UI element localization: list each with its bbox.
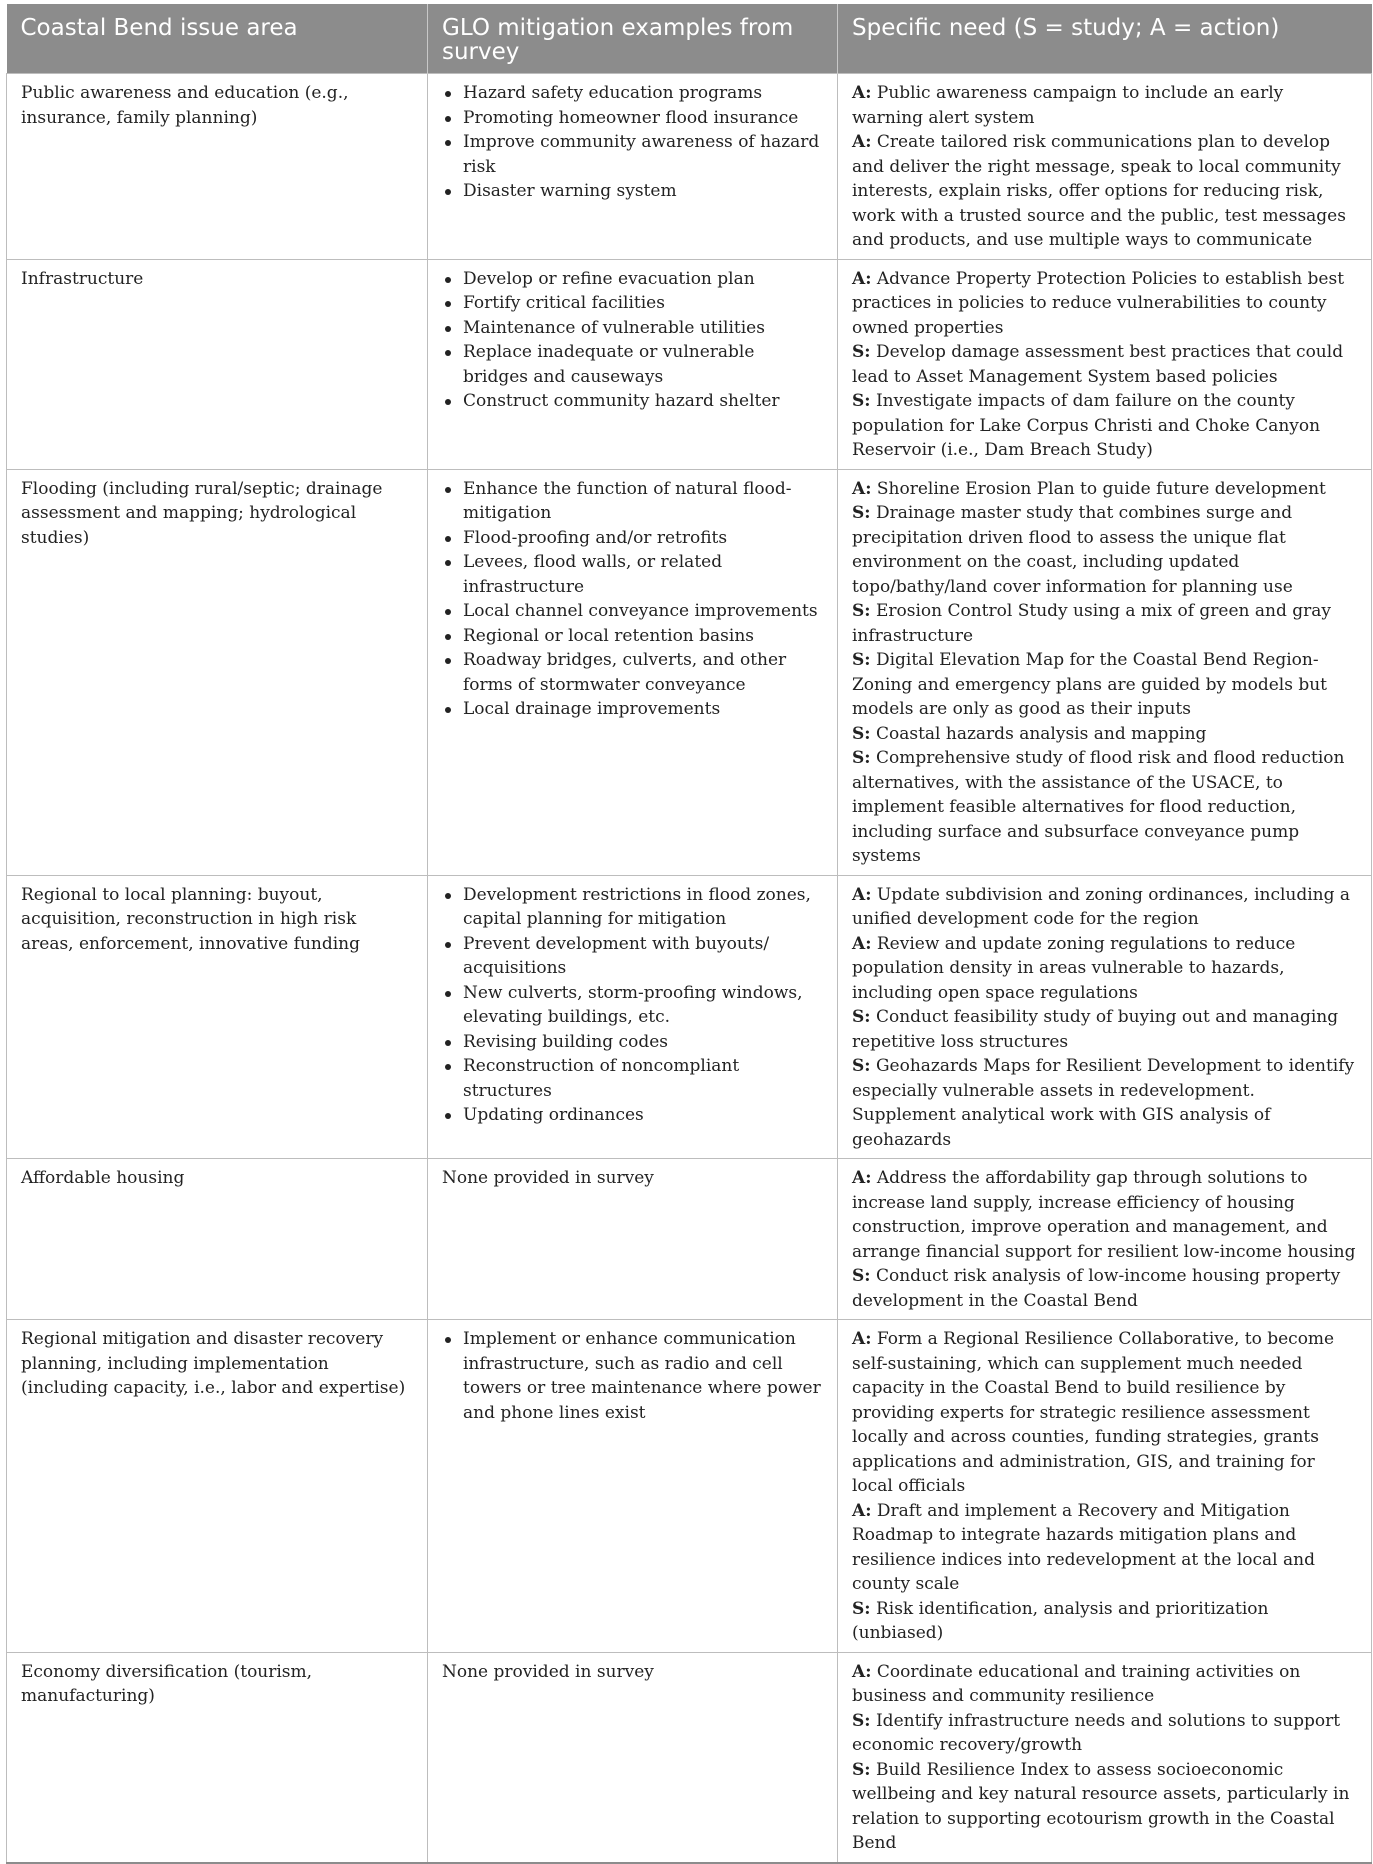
need-text: Comprehensive study of flood risk and flood reduction alternatives, with the assistance of the USACE, to implement feasible alternatives for flood reduction, including surface and subsurface conveyance pump systems	[852, 748, 1345, 866]
need-item	[852, 648, 1357, 722]
list-item: Maintenance of vulnerable utilities	[442, 316, 823, 341]
need-type-tag: S:	[852, 1710, 871, 1731]
list-item: Roadway bridges, culverts, and other forms of stormwater conveyance	[442, 648, 823, 697]
need-text: Digital Elevation Map for the Coastal Bend Region-Zoning and emergency plans are guided by models but models are only as good as their inputs	[852, 650, 1327, 719]
need-type-tag: A:	[852, 1329, 872, 1349]
need-item	[852, 1264, 1357, 1313]
need-text: Coastal hazards analysis and mapping	[875, 723, 1207, 744]
specific-need-cell	[838, 1320, 1372, 1653]
need-item	[852, 599, 1357, 648]
list-item: Revising building codes	[442, 1030, 823, 1055]
issue-area-cell: Regional mitigation and disaster recovery planning, including implementation (including capacity, i.e., labor and expertise)	[7, 1320, 428, 1653]
list-item: Levees, flood walls, or related infrastructure	[442, 550, 823, 599]
need-type-tag: A:	[852, 1168, 872, 1188]
issue-area-cell: Flooding (including rural/septic; drainage assessment and mapping; hydrological studies)	[7, 469, 428, 875]
need-text: Advance Property Protection Policies to establish best practices in policies to reduce vulnerabilities to county owned properties	[852, 268, 1345, 338]
need-text: Coordinate educational and training activities on business and community resilience	[852, 1661, 1301, 1706]
need-item	[852, 1597, 1357, 1646]
examples-list	[442, 81, 823, 204]
list-item: Updating ordinances	[442, 1103, 823, 1128]
table-body	[7, 74, 1372, 1863]
list-item: Fortify critical facilities	[442, 291, 823, 316]
need-item	[852, 722, 1357, 747]
list-item: Reconstruction of noncompliant structures	[442, 1054, 823, 1103]
need-type-tag: A:	[852, 132, 872, 152]
header-specific-need: Specific need (S = study; A = action)	[838, 4, 1372, 74]
need-text: Drainage master study that combines surge and precipitation driven flood to assess the unique flat environment on the coast, including updated topo/bathy/land cover information for planning use	[852, 503, 1293, 597]
list-item: Local channel conveyance improvements	[442, 599, 823, 624]
need-text: Develop damage assessment best practices that could lead to Asset Management System based policies	[852, 342, 1344, 387]
need-text: Create tailored risk communications plan to develop and deliver the right message, speak to local community interests, explain risks, offer options for reducing risk, work with a trusted source and the public, test messages and products, and use multiple ways to communicate	[852, 132, 1346, 250]
need-text: Address the affordability gap through solutions to increase land supply, increase efficiency of housing construction, improve operation and management, and arrange financial support for resilient low-income housing	[852, 1168, 1356, 1262]
table-container	[6, 4, 1371, 1864]
issue-area-cell: Regional to local planning: buyout, acquisition, reconstruction in high risk areas, enforcement, innovative funding	[7, 875, 428, 1159]
table-header	[7, 4, 1372, 74]
examples-list	[442, 1327, 823, 1425]
list-item: Flood-proofing and/or retrofits	[442, 526, 823, 551]
need-item	[852, 501, 1357, 599]
specific-need-cell	[838, 259, 1372, 469]
issue-area-cell: Economy diversification (tourism, manufacturing)	[7, 1652, 428, 1863]
mitigation-examples-cell	[428, 1652, 838, 1863]
issue-area-cell: Public awareness and education (e.g., insurance, family planning)	[7, 74, 428, 260]
need-type-tag: A:	[852, 83, 872, 103]
table-row	[7, 74, 1372, 260]
table-row	[7, 469, 1372, 875]
mitigation-examples-cell	[428, 469, 838, 875]
table-row	[7, 1159, 1372, 1320]
need-text: Review and update zoning regulations to reduce population density in areas vulnerable to hazards, including open space regulations	[852, 933, 1296, 1003]
list-item: New culverts, storm-proofing windows, elevating buildings, etc.	[442, 981, 823, 1030]
need-item	[852, 1758, 1357, 1856]
need-type-tag: S:	[852, 1056, 871, 1076]
need-item	[852, 1660, 1357, 1709]
need-text: Form a Regional Resilience Collaborative, to become self-sustaining, which can supplement much needed capacity in the Coastal Bend to build resilience by providing experts for strategic resilience assessment locally and across counties, funding strategies, grants applications and administration, GIS, and training for local officials	[852, 1329, 1335, 1496]
need-item	[852, 883, 1357, 932]
specific-need-cell	[838, 74, 1372, 260]
need-item	[852, 1327, 1357, 1499]
need-type-tag: S:	[852, 342, 871, 362]
need-item	[852, 1166, 1357, 1264]
list-item: Replace inadequate or vulnerable bridges and causeways	[442, 340, 823, 389]
need-type-tag: A:	[852, 478, 872, 499]
list-item: Improve community awareness of hazard risk	[442, 130, 823, 179]
need-item	[852, 1709, 1357, 1758]
need-item	[852, 1005, 1357, 1054]
examples-list	[442, 883, 823, 1128]
examples-list	[442, 477, 823, 722]
examples-list	[442, 267, 823, 414]
need-type-tag: S:	[852, 748, 871, 768]
need-type-tag: A:	[852, 268, 872, 289]
need-text: Public awareness campaign to include an early warning alert system	[852, 83, 1284, 128]
specific-need-cell	[838, 875, 1372, 1159]
need-text: Conduct risk analysis of low-income housing property development in the Coastal Bend	[852, 1266, 1341, 1311]
list-item: Enhance the function of natural flood-mitigation	[442, 477, 823, 526]
mitigation-examples-cell	[428, 1320, 838, 1653]
need-item	[852, 477, 1357, 502]
need-item	[852, 340, 1357, 389]
need-type-tag: A:	[852, 1661, 872, 1682]
table-row	[7, 1652, 1372, 1863]
need-type-tag: S:	[852, 723, 871, 744]
need-type-tag: S:	[852, 503, 871, 523]
mitigation-examples-cell	[428, 259, 838, 469]
specific-need-cell	[838, 1652, 1372, 1863]
issue-area-cell: Affordable housing	[7, 1159, 428, 1320]
need-text: Update subdivision and zoning ordinances, including a unified development code for the region	[852, 884, 1351, 929]
need-type-tag: A:	[852, 1500, 872, 1521]
mitigation-needs-table	[6, 4, 1372, 1864]
need-text: Geohazards Maps for Resilient Development to identify especially vulnerable assets in redevelopment. Supplement analytical work with GIS analysis of geohazards	[852, 1056, 1355, 1150]
need-text: Conduct feasibility study of buying out and managing repetitive loss structures	[852, 1007, 1339, 1052]
need-type-tag: A:	[852, 933, 872, 954]
need-text: Risk identification, analysis and prioritization (unbiased)	[852, 1598, 1269, 1643]
list-item: Disaster warning system	[442, 179, 823, 204]
need-item	[852, 1054, 1357, 1152]
need-text: Shoreline Erosion Plan to guide future development	[876, 478, 1326, 499]
list-item: Hazard safety education programs	[442, 81, 823, 106]
table-row	[7, 1320, 1372, 1653]
list-item: Prevent development with buyouts/ acquisitions	[442, 932, 823, 981]
need-text: Identify infrastructure needs and solutions to support economic recovery/growth	[852, 1710, 1341, 1755]
list-item: Construct community hazard shelter	[442, 389, 823, 414]
mitigation-examples-cell	[428, 1159, 838, 1320]
need-type-tag: S:	[852, 601, 871, 621]
need-item	[852, 81, 1357, 130]
need-type-tag: S:	[852, 1759, 871, 1780]
need-item	[852, 746, 1357, 869]
need-type-tag: S:	[852, 1266, 871, 1286]
examples-none-text: None provided in survey	[442, 1661, 654, 1682]
need-text: Investigate impacts of dam failure on the county population for Lake Corpus Christi and Choke Canyon Reservoir (i.e., Dam Breach Study)	[852, 391, 1321, 460]
list-item: Implement or enhance communication infrastructure, such as radio and cell towers or tree maintenance where power and phone lines exist	[442, 1327, 823, 1425]
need-item	[852, 1499, 1357, 1597]
need-text: Erosion Control Study using a mix of green and gray infrastructure	[852, 601, 1331, 646]
list-item: Local drainage improvements	[442, 697, 823, 722]
table-row	[7, 259, 1372, 469]
header-row	[7, 4, 1372, 74]
issue-area-cell: Infrastructure	[7, 259, 428, 469]
list-item: Development restrictions in flood zones, capital planning for mitigation	[442, 883, 823, 932]
list-item: Regional or local retention basins	[442, 624, 823, 649]
need-type-tag: S:	[852, 1598, 871, 1619]
need-text: Build Resilience Index to assess socioeconomic wellbeing and key natural resource assets, particularly in relation to supporting ecotourism growth in the Coastal Bend	[852, 1759, 1350, 1853]
need-item	[852, 932, 1357, 1006]
list-item: Promoting homeowner flood insurance	[442, 106, 823, 131]
need-text: Draft and implement a Recovery and Mitigation Roadmap to integrate hazards mitigation plans and resilience indices into redevelopment at the local and county scale	[852, 1500, 1315, 1594]
header-mitigation-examples: GLO mitigation examples from survey	[428, 4, 838, 74]
list-item: Develop or refine evacuation plan	[442, 267, 823, 292]
need-item	[852, 389, 1357, 463]
header-issue-area: Coastal Bend issue area	[7, 4, 428, 74]
need-item	[852, 267, 1357, 341]
need-type-tag: A:	[852, 884, 872, 905]
examples-none-text: None provided in survey	[442, 1168, 654, 1188]
need-type-tag: S:	[852, 391, 871, 411]
specific-need-cell	[838, 1159, 1372, 1320]
need-type-tag: S:	[852, 1007, 871, 1027]
need-item	[852, 130, 1357, 253]
mitigation-examples-cell	[428, 74, 838, 260]
table-row	[7, 875, 1372, 1159]
mitigation-examples-cell	[428, 875, 838, 1159]
specific-need-cell	[838, 469, 1372, 875]
need-type-tag: S:	[852, 650, 871, 670]
